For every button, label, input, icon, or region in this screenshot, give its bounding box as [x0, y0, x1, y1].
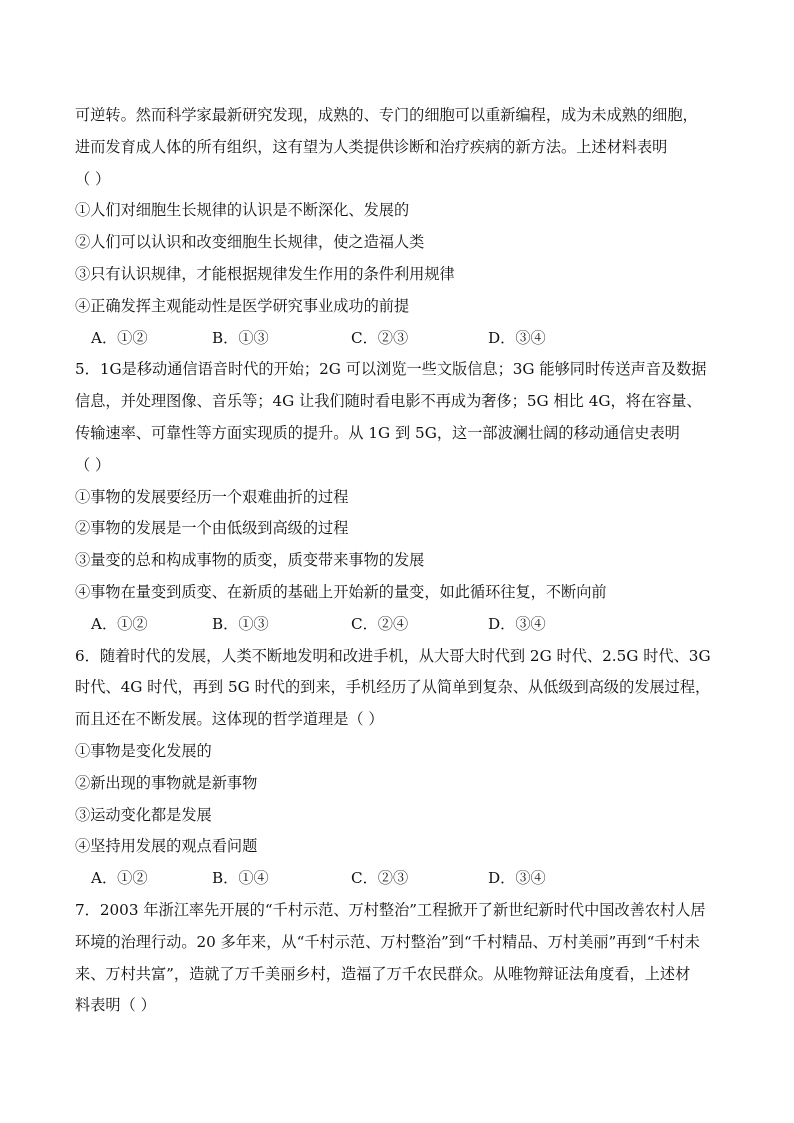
question-list: [75, 100, 723, 1022]
question-5-answer-blank: （ ）: [75, 455, 111, 474]
question-5-stem-line-1: 5．1G是移动通信语音时代的开始；2G 可以浏览一些文版信息；3G 能够同时传送声音及数据: [75, 360, 707, 379]
question-4-stem-line-2: 进而发育成人体的所有组织，这有望为人类提供诊断和治疗疾病的新方法。上述材料表明: [75, 137, 668, 156]
question-5-choice-c: C．②④: [351, 614, 409, 633]
question-4-choices: [75, 323, 723, 355]
question-4: [75, 100, 723, 354]
question-4-choice-c: C．②③: [351, 328, 409, 347]
question-4-option-4: ④正确发挥主观能动性是医学研究事业成功的前提: [75, 296, 410, 315]
question-4-option-1: ①人们对细胞生长规律的认识是不断深化、发展的: [75, 201, 410, 220]
question-4-choice-b: B．①③: [212, 328, 269, 347]
question-6-choice-c: C．②③: [351, 869, 409, 888]
question-5-choice-d: D．③④: [488, 614, 546, 633]
question-7-stem-line-4: 料表明（ ）: [75, 996, 156, 1015]
question-5-stem-line-2: 信息，并处理图像、音乐等；4G 让我们随时看电影不再成为奢侈；5G 相比 4G，将在容量、: [75, 392, 702, 411]
question-4-option-2: ②人们可以认识和改变细胞生长规律，使之造福人类: [75, 233, 425, 252]
question-6-choice-d: D．③④: [488, 869, 546, 888]
question-5-option-4: ④事物在量变到质变、在新质的基础上开始新的量变，如此循环往复，不断向前: [75, 582, 607, 601]
question-4-option-3: ③只有认识规律，才能根据规律发生作用的条件利用规律: [75, 264, 455, 283]
question-7-stem-line-1: 7．2003 年浙江率先开展的“千村示范、万村整治”工程掀开了新世纪新时代中国改善农村人居: [75, 900, 706, 919]
question-5-choice-b: B．①③: [212, 614, 269, 633]
question-6-stem-line-2: 时代、4G 时代，再到 5G 时代的到来，手机经历了从简单到复杂、从低级到高级的发展过程，: [75, 678, 711, 697]
question-6-option-4: ④坚持用发展的观点看问题: [75, 837, 258, 856]
question-5-option-3: ③量变的总和构成事物的质变，质变带来事物的发展: [75, 551, 425, 570]
question-5-option-1: ①事物的发展要经历一个艰难曲折的过程: [75, 487, 349, 506]
question-6-option-3: ③运动变化都是发展: [75, 805, 212, 824]
question-7-stem-line-3: 来、万村共富”，造就了万千美丽乡村，造福了万千农民群众。从唯物辩证法角度看，上述材: [75, 964, 691, 983]
question-6-choice-b: B．①④: [212, 869, 269, 888]
question-6-choices: [75, 863, 723, 895]
question-6-stem-line-3: 而且还在不断发展。这体现的哲学道理是（ ）: [75, 710, 384, 729]
question-7: [75, 895, 723, 1022]
question-5: [75, 354, 723, 640]
question-5-choices: [75, 609, 723, 641]
question-6-option-1: ①事物是变化发展的: [75, 741, 212, 760]
question-6-stem-line-1: 6．随着时代的发展，人类不断地发明和改进手机，从大哥大时代到 2G 时代、2.5G 时代、3G: [75, 646, 711, 665]
question-6-choice-a: A．①②: [91, 869, 148, 888]
question-4-stem-line-1: 可逆转。然而科学家最新研究发现，成熟的、专门的细胞可以重新编程，成为未成熟的细胞，: [75, 106, 698, 124]
question-7-stem-line-2: 环境的治理行动。20 多年来，从“千村示范、万村整治”到“千村精品、万村美丽”再到“千村未: [75, 932, 700, 951]
question-5-option-2: ②事物的发展是一个由低级到高级的过程: [75, 519, 349, 538]
question-5-choice-a: A．①②: [91, 614, 148, 633]
question-4-answer-blank: （ ）: [75, 169, 111, 188]
question-5-stem-line-3: 传输速率、可靠性等方面实现质的提升。从 1G 到 5G，这一部波澜壮阔的移动通信史表明: [75, 423, 680, 442]
question-4-choice-a: A．①②: [91, 328, 148, 347]
question-6: [75, 641, 723, 895]
question-6-option-2: ②新出现的事物就是新事物: [75, 773, 258, 792]
question-4-choice-d: D．③④: [488, 328, 546, 347]
